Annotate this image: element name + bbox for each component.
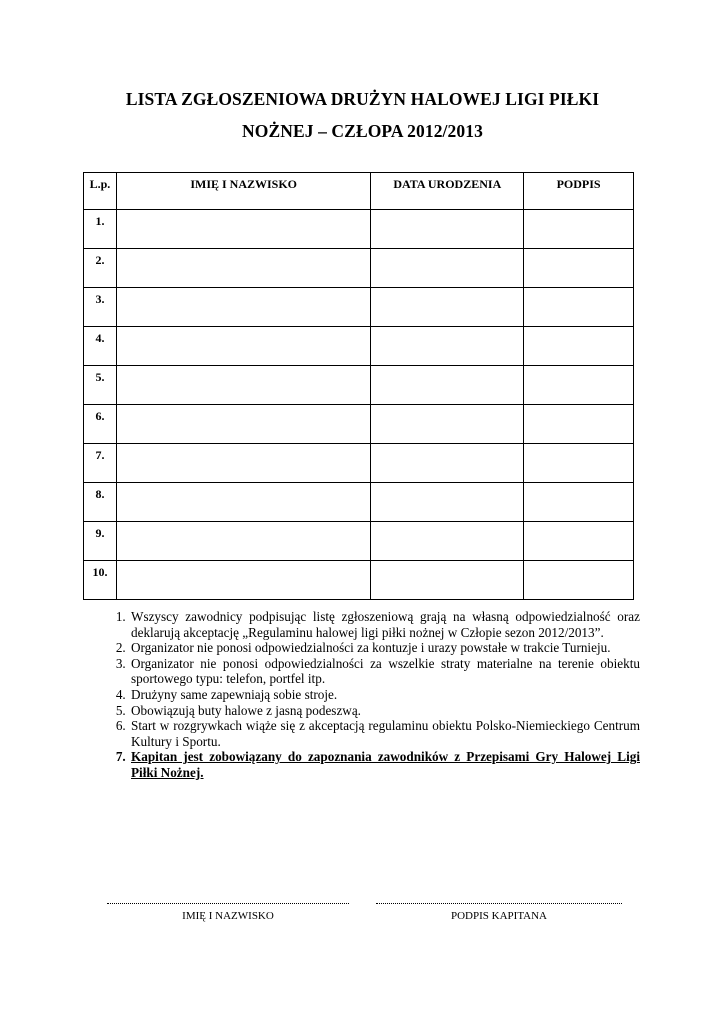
birth-date-cell[interactable]: [371, 327, 524, 366]
header-lp: L.p.: [84, 173, 117, 210]
birth-date-cell[interactable]: [371, 249, 524, 288]
signature-cell[interactable]: [524, 405, 634, 444]
name-cell[interactable]: [116, 405, 370, 444]
rule-item-captain: 7. Kapitan jest zobowiązany do zapoznania zawodników z Przepisami Gry Halowej Ligi Piłki Nożnej.: [129, 749, 640, 780]
table-row: [84, 288, 634, 327]
birth-date-cell[interactable]: [371, 561, 524, 600]
page-title-line-1: LISTA ZGŁOSZENIOWA DRUŻYN HALOWEJ LIGI PIŁKI: [125, 89, 600, 109]
registration-table: [83, 172, 634, 600]
captain-signature-line[interactable]: [376, 903, 622, 904]
row-number: 9.: [84, 522, 117, 561]
name-cell[interactable]: [116, 522, 370, 561]
name-signature-label: IMIĘ I NAZWISKO: [182, 910, 274, 922]
name-signature-line[interactable]: [107, 903, 349, 904]
table-row: [84, 249, 634, 288]
rule-item: 2. Organizator nie ponosi odpowiedzialności za kontuzje i urazy powstałe w trakcie Turnieju.: [129, 640, 640, 656]
row-number: 5.: [84, 366, 117, 405]
row-number: 2.: [84, 249, 117, 288]
signature-cell[interactable]: [524, 327, 634, 366]
row-number: 6.: [84, 405, 117, 444]
birth-date-cell[interactable]: [371, 444, 524, 483]
name-cell[interactable]: [116, 366, 370, 405]
name-cell[interactable]: [116, 327, 370, 366]
name-cell[interactable]: [116, 483, 370, 522]
table-row: [84, 561, 634, 600]
rule-item: 5. Obowiązują buty halowe z jasną podeszwą.: [129, 703, 640, 719]
header-signature: PODPIS: [524, 173, 634, 210]
row-number: 10.: [84, 561, 117, 600]
signature-cell[interactable]: [524, 483, 634, 522]
row-number: 8.: [84, 483, 117, 522]
signature-cell[interactable]: [524, 288, 634, 327]
signature-cell[interactable]: [524, 561, 634, 600]
table-row: [84, 405, 634, 444]
signature-cell[interactable]: [524, 522, 634, 561]
name-cell[interactable]: [116, 561, 370, 600]
name-cell[interactable]: [116, 288, 370, 327]
birth-date-cell[interactable]: [371, 288, 524, 327]
table-row: [84, 483, 634, 522]
signature-cell[interactable]: [524, 210, 634, 249]
rule-item: 4. Drużyny same zapewniają sobie stroje.: [129, 687, 640, 703]
rule-item: 1. Wszyscy zawodnicy podpisując listę zgłoszeniową grają na własną odpowiedzialność oraz deklarują akceptację „Regulaminu halowej ligi piłki nożnej w Człopie sezon 2012/2013”.: [129, 609, 640, 640]
row-number: 7.: [84, 444, 117, 483]
row-number: 1.: [84, 210, 117, 249]
header-birth-date: DATA URODZENIA: [371, 173, 524, 210]
birth-date-cell[interactable]: [371, 405, 524, 444]
signature-cell[interactable]: [524, 366, 634, 405]
rules-list: [97, 609, 640, 781]
captain-signature-label: PODPIS KAPITANA: [451, 910, 547, 922]
birth-date-cell[interactable]: [371, 522, 524, 561]
table-header-row: [84, 173, 634, 210]
row-number: 4.: [84, 327, 117, 366]
name-cell[interactable]: [116, 249, 370, 288]
birth-date-cell[interactable]: [371, 366, 524, 405]
rule-item: 6. Start w rozgrywkach wiąże się z akceptacją regulaminu obiektu Polsko-Niemieckiego Centrum Kultury i Sportu.: [129, 718, 640, 749]
signature-cell[interactable]: [524, 444, 634, 483]
name-cell[interactable]: [116, 210, 370, 249]
table-row: [84, 444, 634, 483]
birth-date-cell[interactable]: [371, 483, 524, 522]
table-row: [84, 522, 634, 561]
rule-item: 3. Organizator nie ponosi odpowiedzialności za wszelkie straty materialne na terenie obiektu sportowego typu: telefon, portfel itp.: [129, 656, 640, 687]
table-row: [84, 327, 634, 366]
page-title-line-2: NOŻNEJ – CZŁOPA 2012/2013: [242, 121, 483, 141]
birth-date-cell[interactable]: [371, 210, 524, 249]
name-cell[interactable]: [116, 444, 370, 483]
signature-cell[interactable]: [524, 249, 634, 288]
table-row: [84, 210, 634, 249]
row-number: 3.: [84, 288, 117, 327]
table-row: [84, 366, 634, 405]
header-name: IMIĘ I NAZWISKO: [116, 173, 370, 210]
